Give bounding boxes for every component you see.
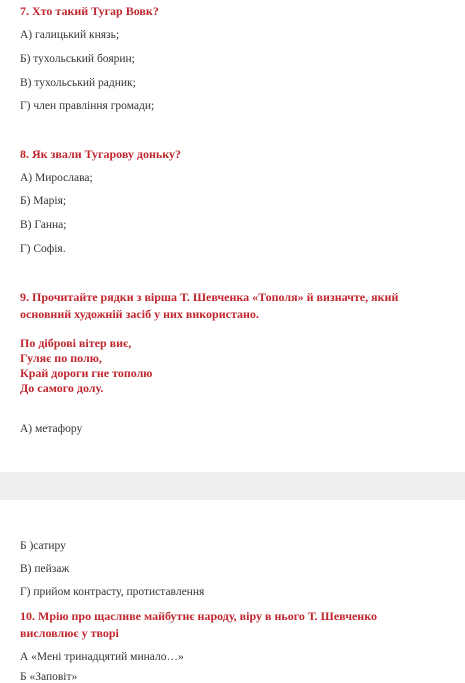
q7-option-c: В) тухольський радник;: [20, 77, 136, 89]
document-page-bottom: [0, 500, 465, 683]
q8-option-b: Б) Марія;: [20, 195, 67, 207]
q9-option-c: В) пейзаж: [20, 563, 70, 575]
question-10-title-line2: висловлює у творі: [20, 626, 119, 640]
q8-option-d: Г) Софія.: [20, 243, 66, 255]
question-9-title-line1: 9. Прочитайте рядки з вірша Т. Шевченка «Тополя» й визначте, який: [20, 290, 399, 304]
q8-option-c: В) Ганна;: [20, 219, 67, 231]
q9-option-b: Б )сатиру: [20, 540, 66, 552]
question-10-title-line1: 10. Мрію про щасливе майбутнє народу, віру в нього Т. Шевченко: [20, 609, 377, 623]
poem-line-4: До самого долу.: [20, 381, 104, 395]
q8-option-a: А) Мирослава;: [20, 172, 93, 184]
q10-option-b: Б «Заповіт»: [20, 671, 78, 683]
q10-option-a: А «Мені тринадцятий минало…»: [20, 651, 184, 663]
question-7-title: 7. Хто такий Тугар Вовк?: [20, 4, 159, 18]
q7-option-b: Б) тухольський боярин;: [20, 53, 135, 65]
question-9-title-line2: основний художній засіб у них використано.: [20, 307, 259, 321]
q9-option-a: А) метафору: [20, 423, 83, 435]
poem-line-3: Край дороги гне тополю: [20, 366, 153, 380]
question-8-title: 8. Як звали Тугарову доньку?: [20, 147, 182, 161]
poem-line-1: По діброві вітер виє,: [20, 336, 132, 350]
q9-option-d: Г) прийом контрасту, протиставлення: [20, 586, 205, 598]
page-separator: [0, 472, 465, 500]
poem-line-2: Гуляє по полю,: [20, 351, 102, 365]
q7-option-d: Г) член правління громади;: [20, 100, 155, 112]
q7-option-a: А) галицький князь;: [20, 29, 120, 41]
